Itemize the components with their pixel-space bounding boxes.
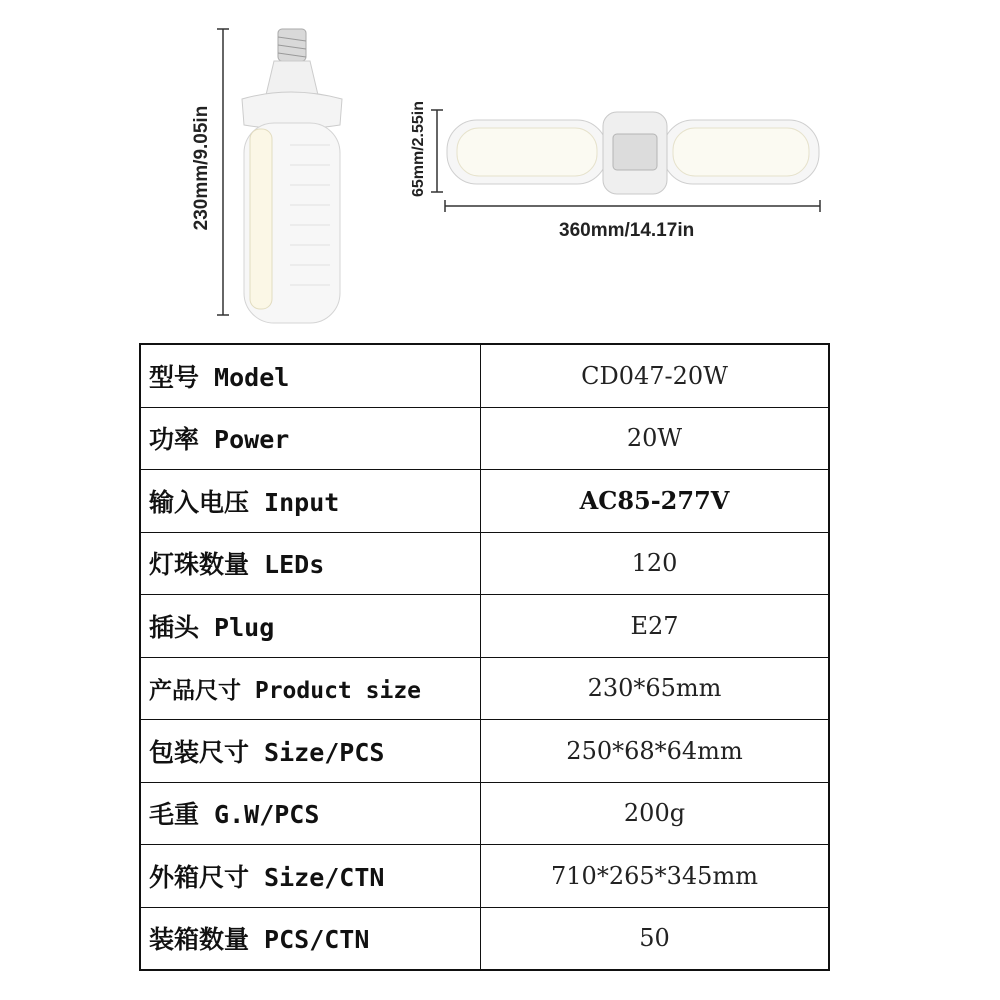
spec-label: 灯珠数量 LEDs: [140, 532, 481, 595]
spec-value: 50: [481, 907, 830, 970]
spec-label: 包装尺寸 Size/PCS: [140, 720, 481, 783]
table-row: [140, 595, 829, 658]
spec-label: 型号 Model: [140, 344, 481, 407]
table-row: [140, 845, 829, 908]
spec-value: 120: [481, 532, 830, 595]
spec-label: 毛重 G.W/PCS: [140, 782, 481, 845]
spec-label: 插头 Plug: [140, 595, 481, 658]
spec-label: 外箱尺寸 Size/CTN: [140, 845, 481, 908]
folded-lamp-image: [190, 15, 370, 335]
spec-value: 20W: [481, 407, 830, 470]
table-row: [140, 720, 829, 783]
unfolded-lamp-image: [425, 100, 830, 220]
spec-value: 250*68*64mm: [481, 720, 830, 783]
width-dimension-label: 360mm/14.17in: [559, 220, 695, 241]
table-row: [140, 407, 829, 470]
spec-value: E27: [481, 595, 830, 658]
table-row: [140, 907, 829, 970]
spec-value: 710*265*345mm: [481, 845, 830, 908]
table-row: [140, 532, 829, 595]
depth-dimension-label: 65mm/2.55in: [410, 100, 427, 198]
table-row: [140, 657, 829, 720]
spec-value: 200g: [481, 782, 830, 845]
table-row: [140, 470, 829, 533]
spec-label: 产品尺寸 Product size: [140, 657, 481, 720]
spec-label: 装箱数量 PCS/CTN: [140, 907, 481, 970]
spec-value: CD047-20W: [481, 344, 830, 407]
table-row: [140, 344, 829, 407]
spec-table: [139, 343, 830, 971]
table-row: [140, 782, 829, 845]
spec-label: 功率 Power: [140, 407, 481, 470]
height-dimension-label: 230mm/9.05in: [191, 105, 212, 231]
spec-value: 230*65mm: [481, 657, 830, 720]
spec-label: 输入电压 Input: [140, 470, 481, 533]
spec-value: AC85-277V: [481, 470, 830, 533]
